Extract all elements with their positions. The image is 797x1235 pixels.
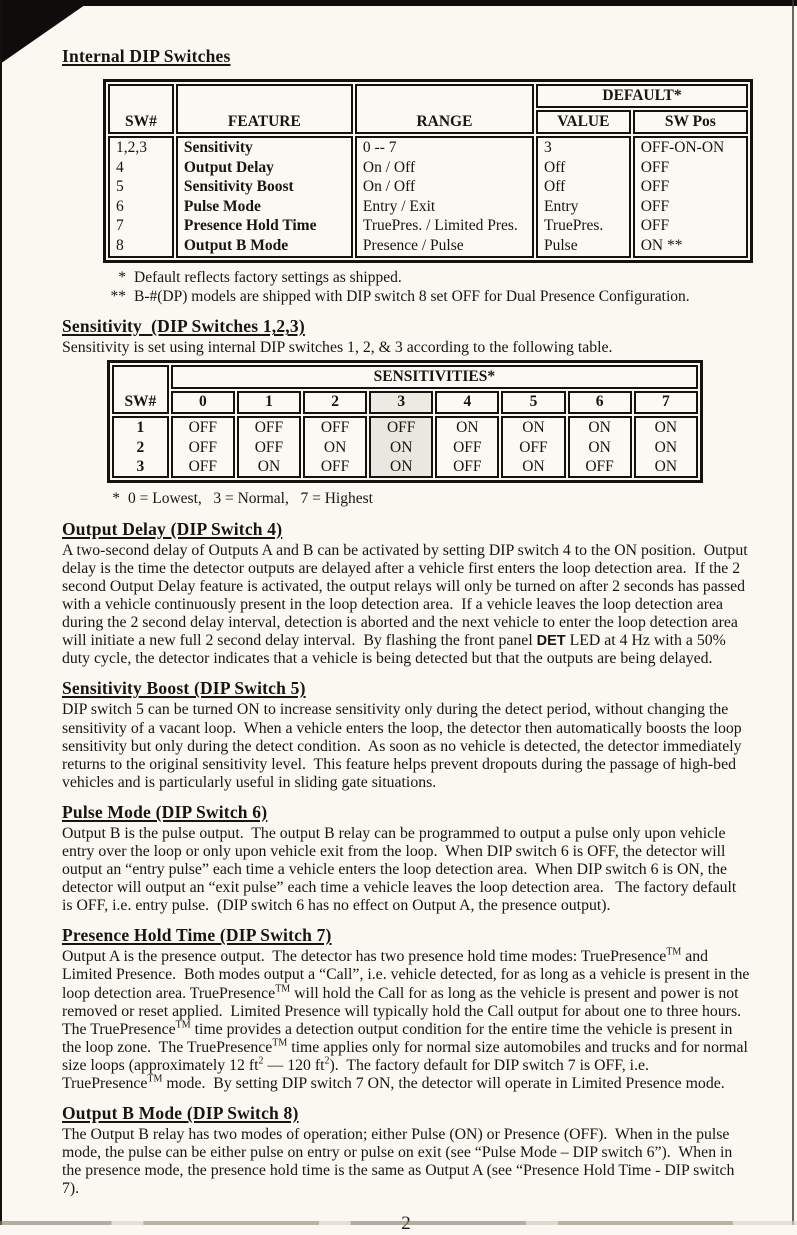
section-heading-output-delay: Output Delay (DIP Switch 4): [62, 518, 283, 539]
section-heading-sensitivity: Sensitivity (DIP Switches 1,2,3): [62, 316, 305, 337]
column-default-values: 3 Off Off Entry TruePres. Pulse: [536, 136, 631, 258]
scan-edge-right: [792, 0, 794, 1225]
column-sw-numbers: 1,2,3 4 5 6 7 8: [108, 136, 174, 258]
header-level-0: 0: [171, 391, 235, 414]
output-delay-paragraph: A two-second delay of Outputs A and B can be activated by setting DIP switch 4 to the ON position. Output delay is the time the detector outputs are delayed after a vehicle first enters the loop detection area. If the 2 second Output Delay feature is activated, the output relays will only be turned on after 2 seconds has passed with a vehicle continuously present in the loop detection area. If a vehicle leaves the loop detection area during the 2 second delay interval, detection is aborted and the next vehicle to enter the loop detection area will initiate a new full 2 second delay interval. By flashing the front panel DET LED at 4 Hz with a 50% duty cycle, the detector indicates that a vehicle is being detected but that the outputs are being delayed.: [62, 541, 752, 668]
section-heading-pulse-mode: Pulse Mode (DIP Switch 6): [62, 801, 268, 822]
column-features: Sensitivity Output Delay Sensitivity Boost Pulse Mode Presence Hold Time Output B Mode: [176, 136, 353, 258]
scan-corner-artifact: [0, 0, 92, 64]
column-switch-numbers: 1 2 3: [112, 416, 169, 478]
dip-switch-table: [103, 79, 753, 263]
header-value: VALUE: [536, 110, 631, 134]
header-sw-number: SW#: [108, 84, 174, 134]
footnote-text: Default reflects factory settings as shipped.: [134, 268, 402, 286]
column-ranges: 0 -- 7 On / Off On / Off Entry / Exit TruePres. / Limited Pres. Presence / Pulse: [355, 136, 534, 258]
column-level-1: OFF OFF ON: [237, 416, 301, 478]
section-heading-presence-hold-time: Presence Hold Time (DIP Switch 7): [62, 925, 332, 946]
dip-switch-table-body: [108, 136, 748, 258]
header-level-6: 6: [568, 391, 632, 414]
section-heading-internal-dip-switches: Internal DIP Switches: [62, 46, 231, 66]
header-sw-number: SW#: [112, 365, 169, 414]
column-level-4: ON OFF OFF: [435, 416, 499, 478]
footnote-marker: **: [110, 287, 126, 305]
scan-edge-top: [0, 0, 797, 6]
sensitivity-table-body: [112, 416, 698, 478]
document-page: [62, 46, 754, 1235]
header-level-3: 3: [369, 391, 433, 414]
header-level-4: 4: [435, 391, 499, 414]
column-sw-positions: OFF-ON-ON OFF OFF OFF OFF ON **: [633, 136, 748, 258]
header-level-2: 2: [303, 391, 367, 414]
footnote-sensitivity-levels: [62, 489, 750, 508]
header-sw-pos: SW Pos: [633, 110, 748, 134]
header-level-1: 1: [237, 391, 301, 414]
presence-hold-time-paragraph: Output A is the presence output. The detector has two presence hold time modes: TruePresence™ and Limited Presence. Both modes output a “Call”, i.e. vehicle detected, for as long as a vehicle is present in the loop detection area. TruePresence™ will hold the Call for as long as the vehicle is present and power is not removed or reset applied. Limited Presence will typically hold the Call output for about one to three hours. The TruePresence™ time provides a detection output condition for the entire time the vehicle is present in the loop zone. The TruePresence™ time applies only for normal size automobiles and trucks and for normal size loops (approximately 12 $ft^2$ — 120 $ft^2$). The factory default for DIP switch 7 is OFF, i.e. TruePresence™ mode. By setting DIP switch 7 ON, the detector will operate in Limited Presence mode.: [62, 947, 754, 1093]
column-level-0: OFF OFF OFF: [171, 416, 235, 478]
column-level-3: OFF ON ON: [369, 416, 433, 478]
header-range: RANGE: [355, 84, 534, 134]
column-level-7: ON ON ON: [634, 416, 698, 478]
footnote-text: 0 = Lowest, 3 = Normal, 7 = Highest: [128, 490, 373, 508]
output-b-mode-paragraph: The Output B relay has two modes of operation; either Pulse (ON) or Presence (OFF). When in the pulse mode, the pulse can be either pulse on entry or pulse on exit (see “Pulse Mode – DIP switch 6”). When in the presence mode, the presence hold time is the same as Output A (see “Presence Hold Time - DIP switch 7).: [62, 1126, 739, 1198]
section-heading-sensitivity-boost: Sensitivity Boost (DIP Switch 5): [62, 678, 306, 699]
footnote-text: B-#(DP) models are shipped with DIP switch 8 set OFF for Dual Presence Configuration.: [134, 287, 690, 305]
scan-edge-bottom: [0, 1221, 797, 1225]
column-level-6: ON ON OFF: [568, 416, 632, 478]
footnote-marker: *: [112, 490, 120, 508]
section-heading-output-b-mode: Output B Mode (DIP Switch 8): [62, 1103, 299, 1124]
pulse-mode-paragraph: Output B is the pulse output. The output B relay can be programmed to output a pulse only upon vehicle entry over the loop or only upon vehicle exit from the loop. When DIP switch 6 is OFF, the detector will output an “entry pulse” each time a vehicle enters the loop detection area. When DIP switch 6 is ON, the detector will output an “exit pulse” each time a vehicle leaves the loop detection area. The factory default is OFF, i.e. entry pulse. (DIP switch 6 has no effect on Output A, the presence output).: [62, 824, 741, 915]
footnote-default: [62, 268, 750, 287]
header-feature: FEATURE: [176, 84, 353, 134]
footnote-marker: *: [118, 268, 126, 286]
header-default: DEFAULT*: [536, 84, 748, 108]
scan-edge-left: [0, 0, 2, 1225]
sensitivity-table-header: [112, 365, 698, 414]
sensitivity-intro: Sensitivity is set using internal DIP switches 1, 2, & 3 according to the following table.: [62, 339, 613, 357]
sensitivity-table: [107, 360, 703, 483]
footnote-dual-presence: [62, 287, 750, 306]
sensitivity-boost-paragraph: DIP switch 5 can be turned ON to increase sensitivity only during the detect period, without changing the sensitivity of a vacant loop. When a vehicle enters the loop, the detector then automatically boosts the loop sensitivity but only during the detect condition. As soon as no vehicle is detected, the detector immediately returns to the original sensitivity level. This feature helps prevent dropouts during the passage of high-bed vehicles and is particularly useful in sliding gate situations.: [62, 701, 746, 791]
header-level-5: 5: [501, 391, 565, 414]
header-sensitivities: SENSITIVITIES*: [171, 365, 698, 389]
header-level-7: 7: [634, 391, 698, 414]
dip-table-footnotes: [62, 268, 750, 307]
sensitivity-footnote-row: [62, 489, 750, 508]
column-level-2: OFF ON OFF: [303, 416, 367, 478]
dip-switch-table-header: [108, 84, 748, 134]
column-level-5: ON OFF ON: [501, 416, 565, 478]
